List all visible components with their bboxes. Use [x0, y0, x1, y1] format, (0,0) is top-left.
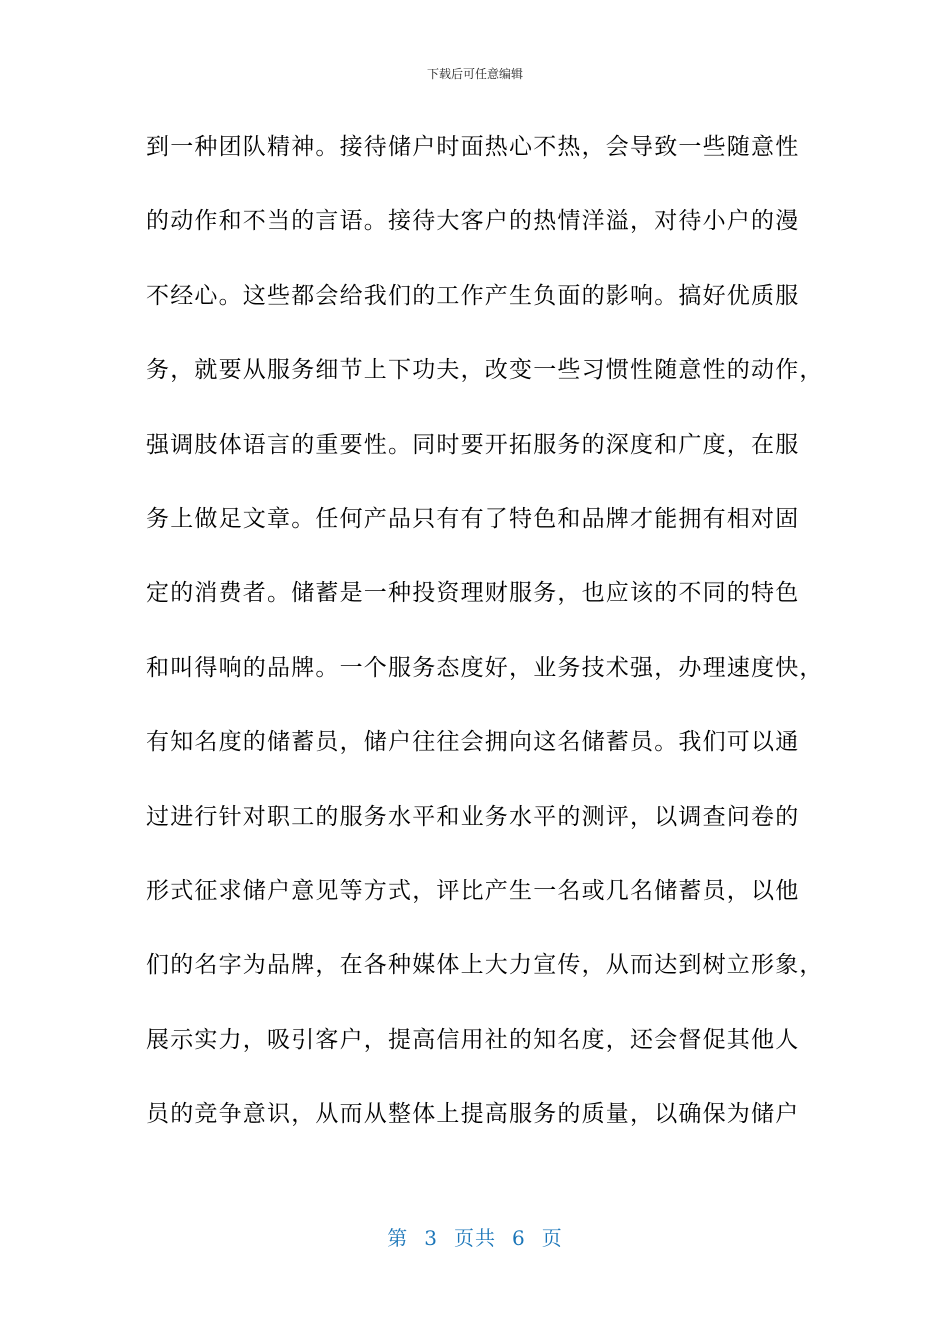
body-line: 务上做足文章。任何产品只有有了特色和品牌才能拥有相对固 [146, 505, 800, 532]
footer-middle: 页共 [454, 1226, 496, 1250]
body-line: 务，就要从服务细节上下功夫，改变一些习惯性随意性的动作， [146, 357, 824, 384]
body-line: 强调肢体语言的重要性。同时要开拓服务的深度和广度，在服 [146, 431, 800, 458]
footer-prefix: 第 [387, 1226, 409, 1250]
body-line: 们的名字为品牌，在各种媒体上大力宣传，从而达到树立形象， [146, 952, 824, 979]
body-line: 的动作和不当的言语。接待大客户的热情洋溢，对待小户的漫 [146, 208, 800, 235]
body-line: 有知名度的储蓄员，储户往往会拥向这名储蓄员。我们可以通 [146, 729, 800, 756]
body-line: 和叫得响的品牌。一个服务态度好，业务技术强，办理速度快， [146, 654, 824, 681]
footer-current-page: 3 [424, 1226, 438, 1250]
footer-suffix: 页 [541, 1226, 563, 1250]
body-line: 过进行针对职工的服务水平和业务水平的测评，以调查问卷的 [146, 803, 800, 830]
page-number-footer [0, 1224, 950, 1252]
body-line: 形式征求储户意见等方式，评比产生一名或几名储蓄员，以他 [146, 877, 800, 904]
page-header-note: 下载后可任意编辑 [426, 67, 523, 81]
footer-total-pages: 6 [512, 1226, 526, 1250]
body-line: 到一种团队精神。接待储户时面热心不热，会导致一些随意性 [146, 134, 800, 160]
document-body [146, 125, 824, 1166]
body-line: 展示实力，吸引客户，提高信用社的知名度，还会督促其他人 [146, 1026, 800, 1053]
body-line: 定的消费者。储蓄是一种投资理财服务，也应该的不同的特色 [146, 580, 800, 607]
body-line: 不经心。这些都会给我们的工作产生负面的影响。搞好优质服 [146, 282, 800, 309]
body-line: 员的竞争意识，从而从整体上提高服务的质量，以确保为储户 [146, 1101, 800, 1128]
